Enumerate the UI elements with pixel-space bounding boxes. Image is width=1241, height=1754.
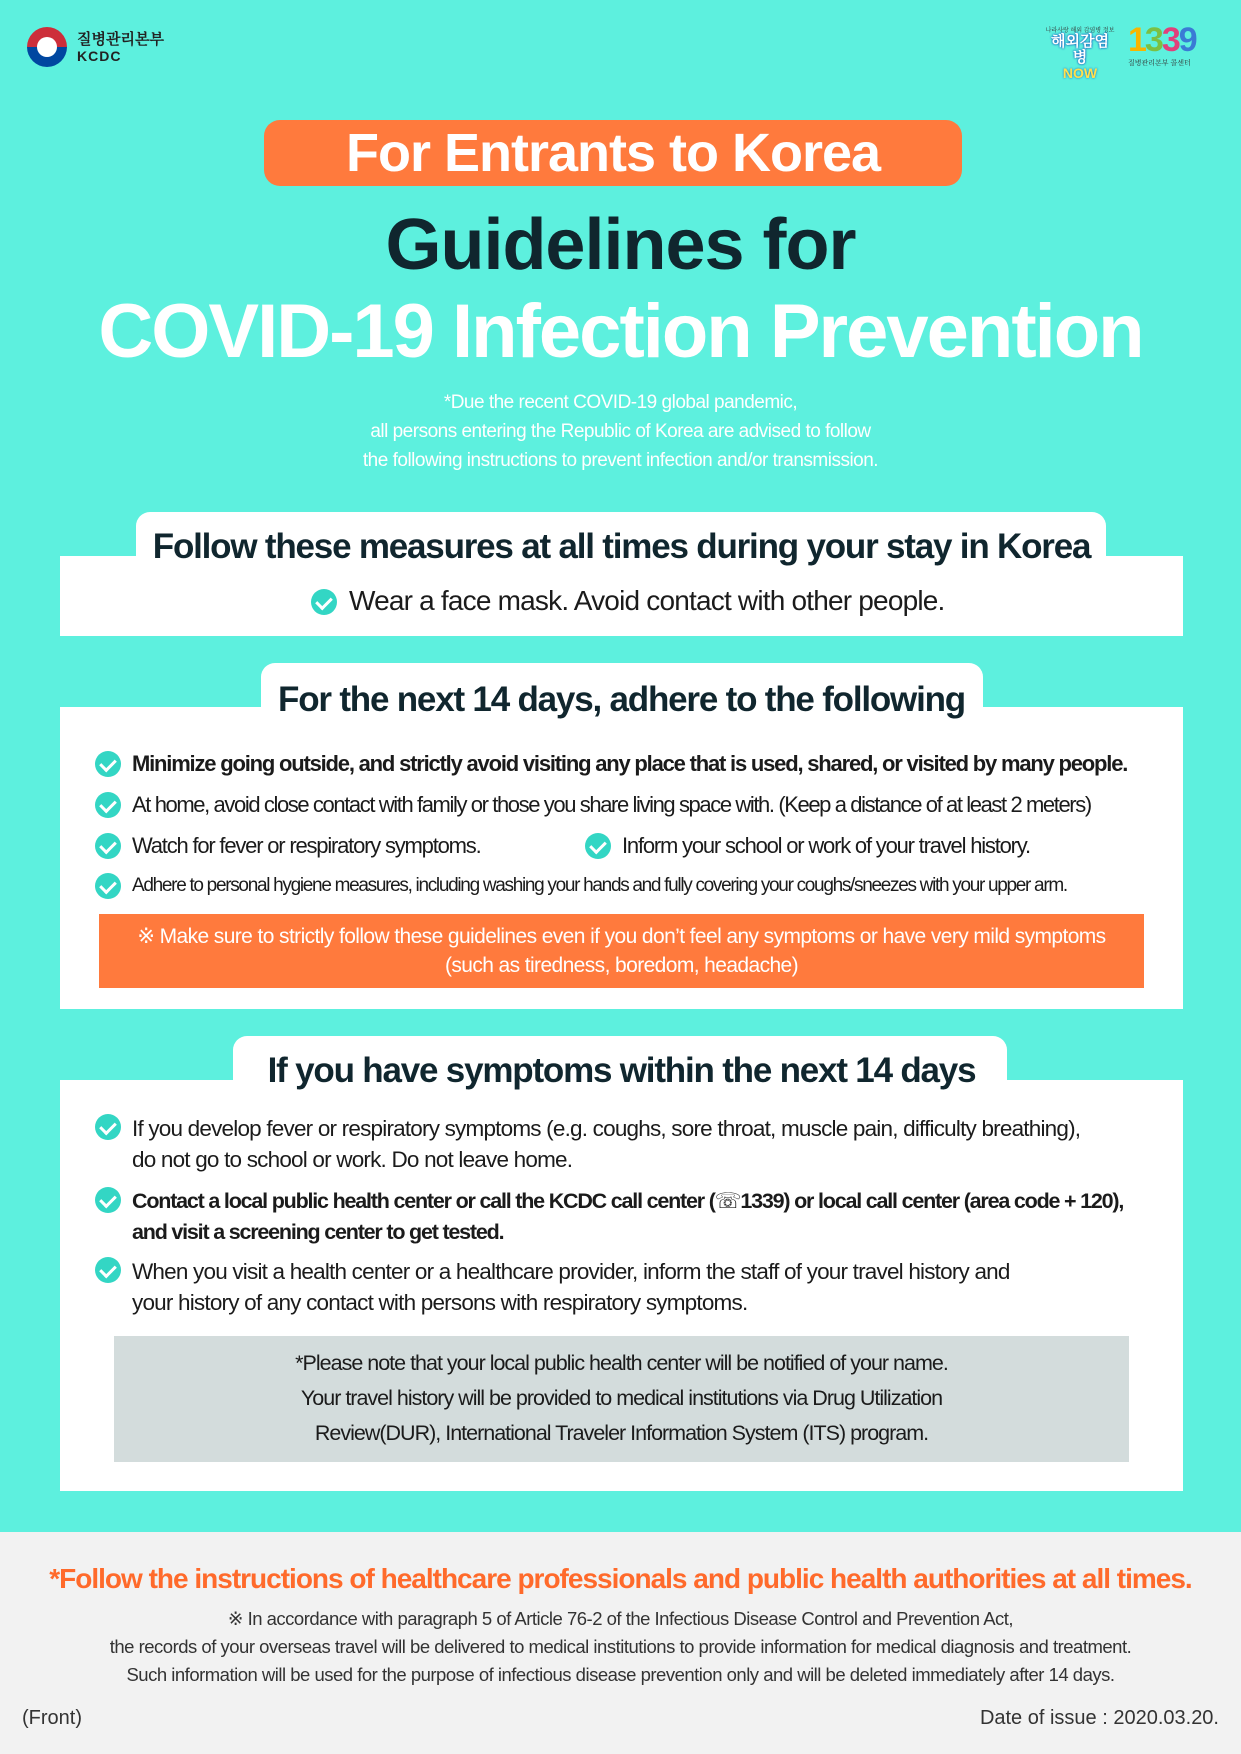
privacy-note: [114, 1336, 1129, 1462]
section3-item-2-line-1: Contact a local public health center or call the KCDC call center (☏1339) or local call center (area code + 120),: [132, 1189, 1124, 1213]
note-line-2: Your travel history will be provided to medical institutions via Drug Utilization: [300, 1386, 943, 1410]
check-icon: [311, 589, 337, 615]
check-icon: [95, 1114, 121, 1140]
section1-item: Wear a face mask. Avoid contact with other people.: [349, 585, 945, 616]
legal-line-2: the records of your overseas travel will be delivered to medical institutions to provide information for medical diagnosis and treatment.: [109, 1636, 1132, 1657]
section3-item-2: [132, 1186, 1123, 1248]
title-line-1: Guidelines for: [385, 205, 856, 285]
check-icon: [95, 833, 121, 859]
section2-item-4: Inform your school or work of your travel history.: [622, 833, 1030, 858]
kcdc-korean-name: 질병관리본부: [77, 31, 164, 48]
date-of-issue: Date of issue : 2020.03.20.: [979, 1707, 1219, 1729]
footer-instruction: *Follow the instructions of healthcare professionals and public health authorities at all times.: [49, 1563, 1192, 1594]
section3-item-3: [132, 1256, 1010, 1318]
intro-line-1: *Due the recent COVID-19 global pandemic,: [443, 392, 798, 413]
entrants-pill: For Entrants to Korea: [264, 120, 962, 186]
section2-item-1: Minimize going outside, and strictly avoid visiting any place that is used, shared, or visited by many people.: [132, 751, 1128, 776]
title-line-2: COVID-19 Infection Prevention: [98, 289, 1143, 374]
section3-item-2-line-2: and visit a screening center to get tested.: [132, 1220, 504, 1244]
section2-item-5: Adhere to personal hygiene measures, including washing your hands and fully covering your coughs/sneezes with your upper arm.: [132, 875, 1067, 896]
warning-banner: [99, 914, 1144, 988]
now-logo-caption: 나라사랑 해외 감염병 정보: [1045, 28, 1115, 34]
legal-line-3: Such information will be used for the purpose of infectious disease prevention only and will be deleted immediately after 14 days.: [126, 1664, 1115, 1685]
section3-heading: If you have symptoms within the next 14 days: [267, 1051, 976, 1090]
check-icon: [95, 873, 121, 899]
page-side-label: (Front): [22, 1707, 82, 1729]
section3-item-3-line-1: When you visit a health center or a healthcare provider, inform the staff of your travel history and: [132, 1259, 1010, 1284]
intro-line-3: the following instructions to prevent infection and/or transmission.: [362, 450, 879, 471]
intro-text: [0, 388, 1241, 475]
overseas-disease-now-logo: [1044, 25, 1116, 81]
check-icon: [95, 1257, 121, 1283]
legal-line-1: ※ In accordance with paragraph 5 of Article 76-2 of the Infectious Disease Control and Prevention Act,: [227, 1608, 1014, 1629]
warning-line-2: (such as tiredness, boredom, headache): [444, 954, 799, 977]
kcdc-english-name: KCDC: [77, 48, 122, 64]
kcdc-emblem-icon: [27, 27, 67, 67]
check-icon: [95, 792, 121, 818]
section3-item-1: [132, 1113, 1080, 1175]
now-logo-sub: NOW: [1062, 65, 1098, 81]
section2-item-2: At home, avoid close contact with family or those you share living space with. (Keep a distance of at least 2 meters): [132, 792, 1091, 817]
section1-heading: Follow these measures at all times during your stay in Korea: [152, 527, 1091, 566]
warning-line-1: ※ Make sure to strictly follow these guidelines even if you don’t feel any symptoms or have very mild symptoms: [137, 925, 1106, 948]
intro-line-2: all persons entering the Republic of Korea are advised to follow: [370, 421, 871, 442]
section3-item-1-line-2: do not go to school or work. Do not leave home.: [132, 1147, 573, 1172]
check-icon: [95, 751, 121, 777]
footer-legal-text: [0, 1605, 1241, 1689]
section3-item-3-line-2: your history of any contact with persons with respiratory symptoms.: [132, 1290, 748, 1315]
check-icon: [95, 1187, 121, 1213]
section2-item-3: Watch for fever or respiratory symptoms.: [132, 833, 481, 858]
note-line-3: Review(DUR), International Traveler Information System (ITS) program.: [314, 1421, 929, 1445]
note-line-1: *Please note that your local public health center will be notified of your name.: [295, 1351, 948, 1375]
call-center-number: 1339: [1128, 21, 1196, 59]
section3-item-1-line-1: If you develop fever or respiratory symptoms (e.g. coughs, sore throat, muscle pain, difficulty breathing),: [132, 1116, 1081, 1141]
call-center-1339-logo: [1128, 22, 1218, 72]
now-logo-title: 해외감염병: [1051, 33, 1109, 66]
call-center-label: 질병관리본부 콜센터: [1128, 60, 1191, 67]
section2-heading: For the next 14 days, adhere to the following: [278, 680, 965, 719]
check-icon: [585, 833, 611, 859]
